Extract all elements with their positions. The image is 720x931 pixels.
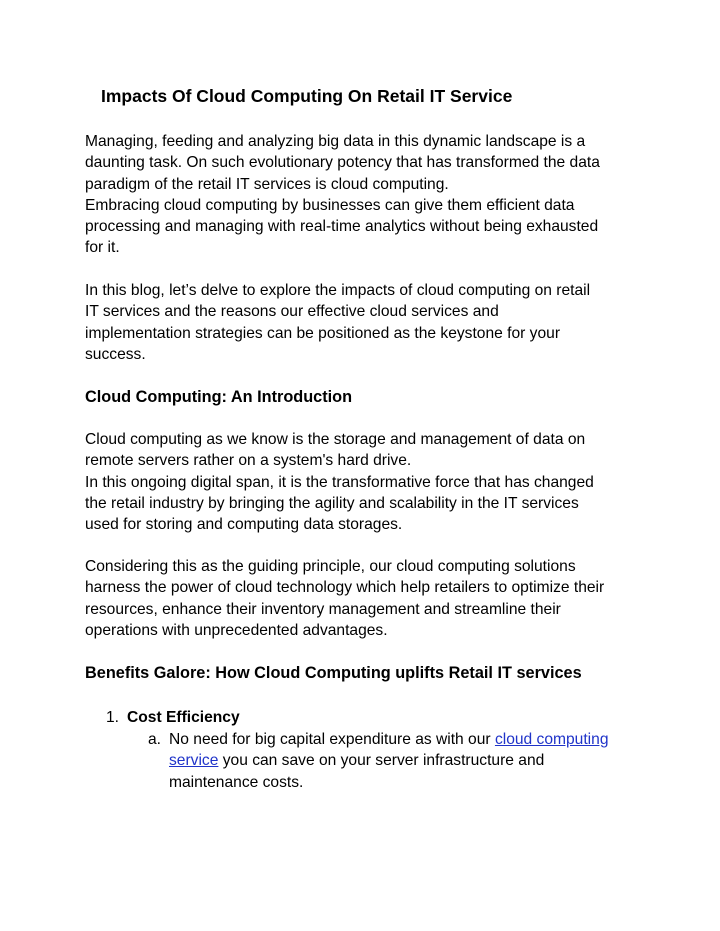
text-line: success.: [85, 345, 146, 363]
list-item-title: Cost Efficiency: [127, 709, 240, 726]
text-line: resources, enhance their inventory management and streamline their: [85, 600, 561, 618]
text-line: [169, 729, 609, 750]
text-line: In this ongoing digital span, it is the transformative force that has changed: [85, 473, 594, 491]
text-line: Considering this as the guiding principle, our cloud computing solutions: [85, 558, 576, 575]
text-line: operations with unprecedented advantages.: [85, 621, 388, 639]
text-line: used for storing and computing data storages.: [85, 516, 403, 534]
text-line: daunting task. On such evolutionary potency that has transformed the data: [85, 154, 600, 172]
text-segment: you can save on your server infrastructure and: [218, 752, 545, 770]
page-title: Impacts Of Cloud Computing On Retail IT Service: [101, 86, 513, 106]
text-line: remote servers rather on a system's hard drive.: [85, 452, 412, 470]
text-line: harness the power of cloud technology which help retailers to optimize their: [85, 579, 605, 597]
introduction-paragraph-1: [85, 429, 645, 535]
text-line: Cloud computing as we know is the storage and management of data on: [85, 431, 586, 448]
text-line: IT services and the reasons our effective cloud services and: [85, 303, 499, 321]
text-line: Managing, feeding and analyzing big data in this dynamic landscape is a: [85, 133, 586, 150]
text-line: for it.: [85, 239, 120, 257]
text-line: implementation strategies can be positioned as the keystone for your: [85, 324, 561, 342]
cloud-computing-service-link[interactable]: cloud computing: [494, 731, 609, 748]
introduction-paragraph-2: [85, 556, 645, 641]
text-line: Embracing cloud computing by businesses can give them efficient data: [85, 196, 575, 214]
text-line: processing and managing with real-time analytics without being exhausted: [85, 218, 599, 236]
list-number: 1.: [106, 709, 120, 726]
cloud-computing-service-link-continued[interactable]: service: [169, 752, 219, 770]
text-segment: No need for big capital expenditure as with our: [169, 731, 495, 748]
section-heading-benefits: Benefits Galore: How Cloud Computing uplifts Retail IT services: [85, 664, 582, 682]
text-line: paradigm of the retail IT services is cloud computing.: [85, 175, 449, 193]
text-line: the retail industry by bringing the agility and scalability in the IT services: [85, 494, 579, 512]
text-line: maintenance costs.: [169, 773, 304, 791]
text-line: [169, 750, 609, 771]
sublist-letter: a.: [148, 731, 162, 748]
section-heading-introduction: Cloud Computing: An Introduction: [85, 388, 353, 406]
intro-paragraph-2: [85, 280, 645, 365]
intro-paragraph-1: [85, 131, 645, 259]
sublist-item-text: [169, 729, 609, 793]
text-line: In this blog, let’s delve to explore the impacts of cloud computing on retail: [85, 282, 591, 299]
